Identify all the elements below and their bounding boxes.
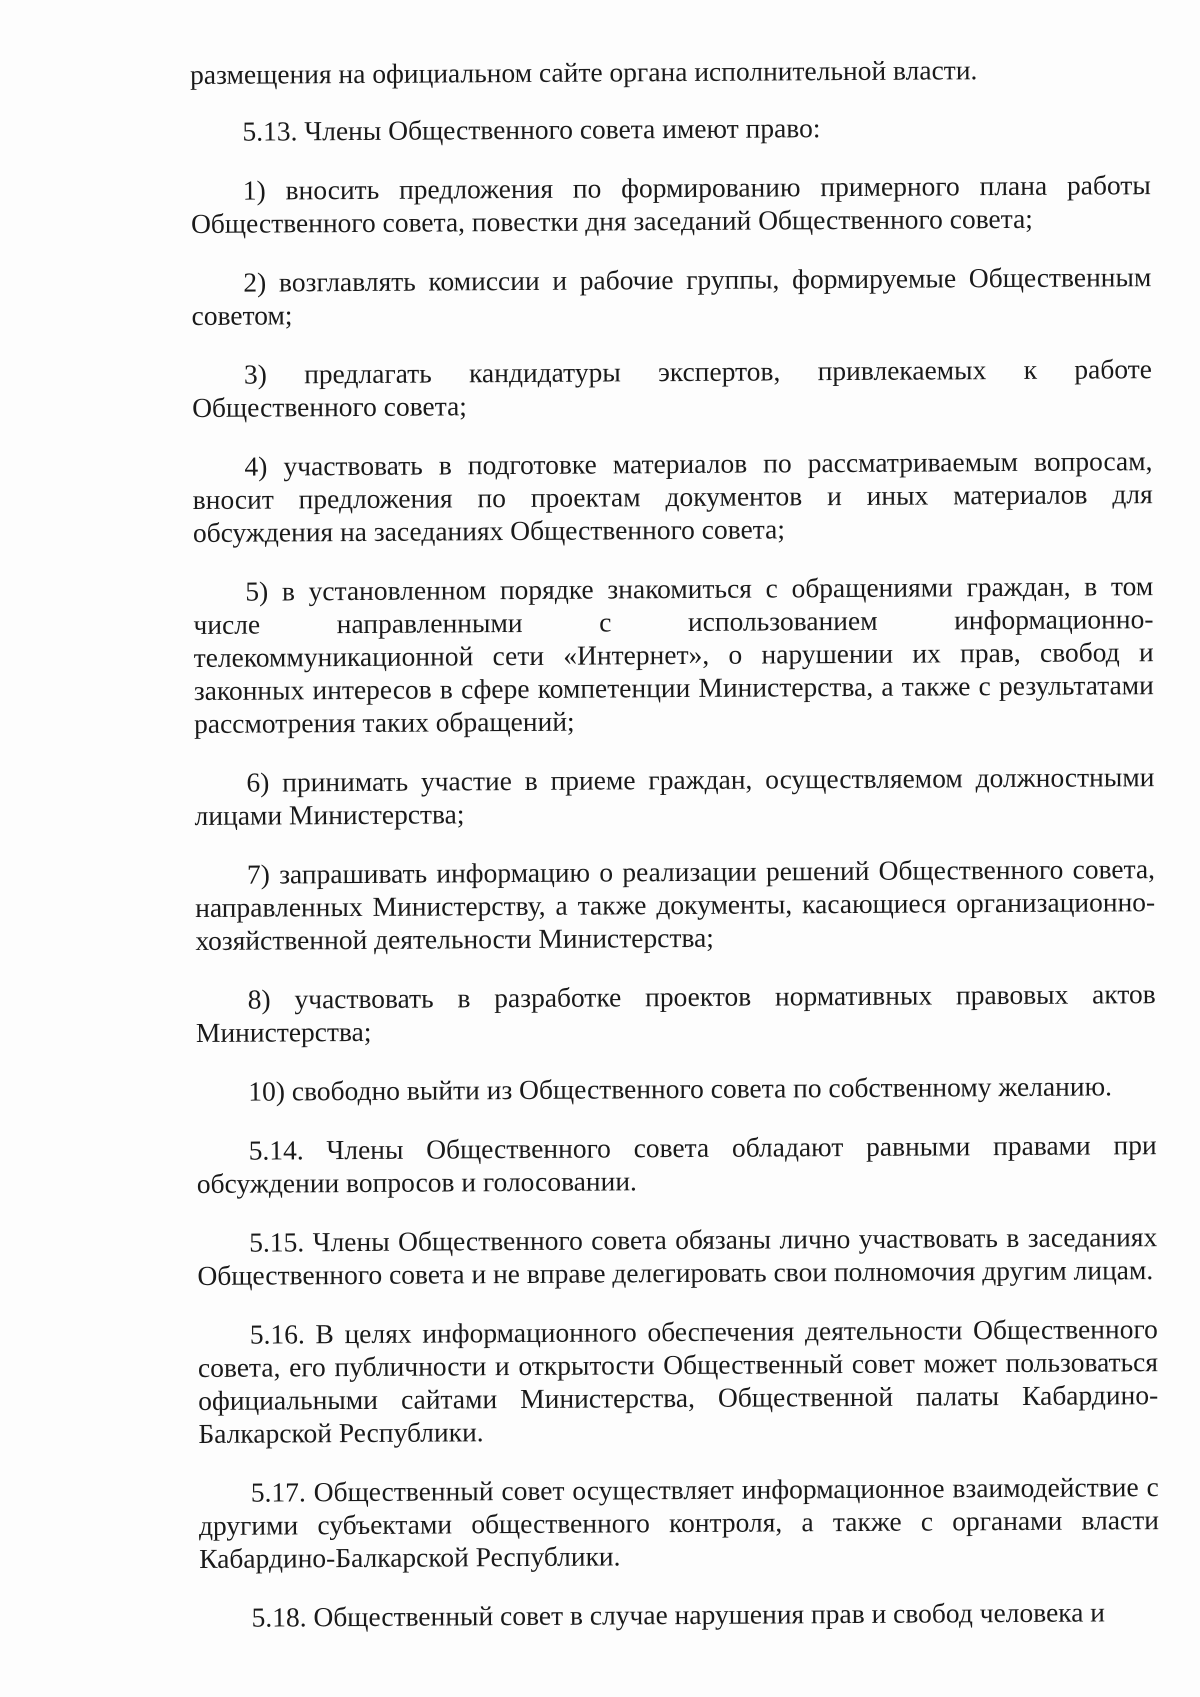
list-item-4: 4) участвовать в подготовке материалов по рассматриваемым вопросам, вносит предложения по проектам документов и иных материалов для обсуждения на заседаниях Общественного совета;	[192, 445, 1153, 548]
list-item-10: 10) свободно выйти из Общественного совета по собственному желанию.	[248, 1070, 1113, 1107]
list-item-2: 2) возглавлять комиссии и рабочие группы, формируемые Общественным советом;	[191, 261, 1152, 331]
list-item-1: 1) вносить предложения по формированию примерного плана работы Общественного совета, повестки дня заседаний Общественного совета;	[190, 169, 1151, 239]
paragraph-5-16: 5.16. В целях информационного обеспечения деятельности Общественного совета, его публичности и открытости Общественный совет может пользоваться официальными сайтами Министерства, Общественной палаты Кабардино-Балкарской Республики.	[197, 1313, 1159, 1449]
list-item-7: 7) запрашивать информацию о реализации решений Общественного совета, направленных Министерству, а также документы, касающиеся организационно-хозяйственной деятельности Министерства;	[195, 853, 1156, 956]
list-item-5: 5) в установленном порядке знакомиться с обращениями граждан, в том числе направленными с использованием информационно-телекоммуникационной сети «Интернет», о нарушении их прав, свобод и законных интересов в сфере компетенции Министерства, а также с результатами рассмотрения таких обращений;	[193, 570, 1154, 739]
document-body	[190, 52, 1160, 1660]
list-item-6: 6) принимать участие в приеме граждан, осуществляемом должностными лицами Министерства;	[194, 761, 1155, 831]
paragraph-5-17: 5.17. Общественный совет осуществляет информационное взаимодействие с другими субъектами общественного контроля, а также с органами власти Кабардино-Балкарской Республики.	[198, 1471, 1160, 1574]
paragraph-5-18: 5.18. Общественный совет в случае нарушения прав и свобод человека и	[251, 1596, 1106, 1633]
list-item-8: 8) участвовать в разработке проектов нормативных правовых актов Министерства;	[195, 978, 1156, 1048]
paragraph-5-14: 5.14. Члены Общественного совета обладают равными правами при обсуждении вопросов и голосовании.	[196, 1129, 1157, 1199]
paragraph-5-15: 5.15. Члены Общественного совета обязаны лично участвовать в заседаниях Общественного совета и не вправе делегировать свои полномочия другим лицам.	[197, 1221, 1158, 1291]
paragraph-5-13: 5.13. Члены Общественного совета имеют право:	[242, 112, 821, 147]
list-item-3: 3) предлагать кандидатуры экспертов, привлекаемых к работе Общественного совета;	[192, 353, 1153, 423]
paragraph-continuation: размещения на официальном сайте органа исполнительной власти.	[190, 54, 978, 90]
